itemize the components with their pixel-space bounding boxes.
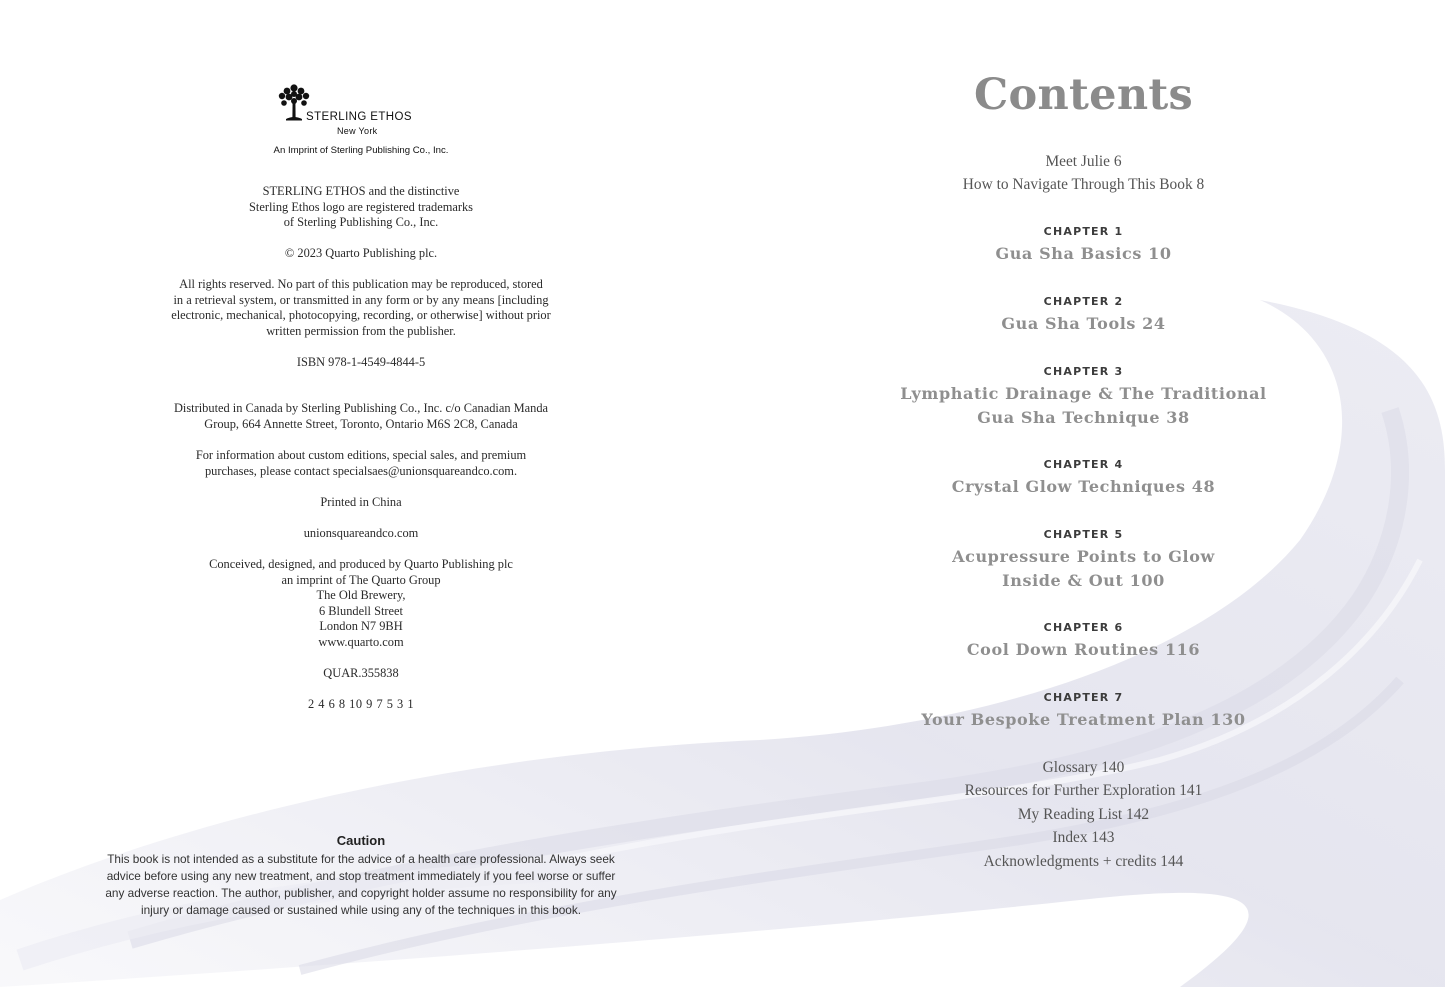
publisher-city: New York: [337, 126, 378, 136]
chapter-title-line: Gua Sha Basics 10: [995, 244, 1172, 263]
sales-notice: [0, 448, 722, 479]
producer-line: London N7 9BH: [319, 619, 403, 634]
toc-entry[interactable]: Acknowledgments + credits 144: [983, 852, 1184, 870]
producer-line: The Old Brewery,: [316, 588, 406, 603]
toc-entry[interactable]: Index 143: [1052, 829, 1115, 847]
chapter-title[interactable]: [722, 638, 1445, 662]
caution-line: This book is not intended as a substitute for the advice of a health care professional. Always seek: [107, 852, 615, 866]
sales-line: For information about custom editions, special sales, and premium: [195, 448, 527, 462]
rights-line: electronic, mechanical, photocopying, recording, or otherwise] without prior: [171, 308, 551, 323]
producer-line: Conceived, designed, and produced by Quarto Publishing plc: [209, 557, 513, 571]
trademark-line: STERLING ETHOS and the distinctive: [262, 184, 460, 198]
chapter-title[interactable]: [722, 475, 1445, 499]
toc-entry[interactable]: Meet Julie 6: [1045, 153, 1122, 170]
caution-line: any adverse reaction. The author, publisher, and copyright holder assume no responsibility for any: [105, 886, 617, 900]
chapter-title[interactable]: [722, 312, 1445, 336]
chapter-title-line: Your Bespoke Treatment Plan 130: [921, 710, 1246, 729]
chapter-title[interactable]: [722, 242, 1445, 266]
copyright-page: [0, 0, 722, 987]
printed-in: Printed in China: [320, 495, 402, 509]
publisher-website: unionsquareandco.com: [303, 526, 419, 540]
chapter-title[interactable]: [722, 382, 1445, 429]
copyright-line: © 2023 Quarto Publishing plc.: [284, 246, 438, 260]
trademark-line: of Sterling Publishing Co., Inc.: [283, 215, 439, 230]
sales-line: purchases, please contact specialsaes@unionsquareandco.com.: [204, 463, 518, 478]
chapter-title-line: Lymphatic Drainage & The Traditional: [900, 384, 1267, 403]
producer-line: 6 Blundell Street: [319, 603, 403, 618]
imprint-line: An Imprint of Sterling Publishing Co., Inc.: [273, 145, 449, 156]
publisher-name: STERLING ETHOS: [306, 111, 412, 123]
distribution-line: Distributed in Canada by Sterling Publishing Co., Inc. c/o Canadian Manda: [173, 401, 549, 415]
rights-line: in a retrieval system, or transmitted in any form or by any means [including: [173, 292, 549, 307]
toc-entry[interactable]: Glossary 140: [1042, 759, 1125, 776]
chapter-title-line: Inside & Out 100: [1002, 570, 1165, 590]
chapter-title[interactable]: [722, 708, 1445, 732]
toc-entry[interactable]: Resources for Further Exploration 141: [964, 782, 1203, 800]
caution-line: advice before using any new treatment, and stop treatment immediately if you feel worse or suffer: [106, 869, 616, 883]
toc-entry[interactable]: How to Navigate Through This Book 8: [962, 176, 1205, 194]
chapter-title-line: Crystal Glow Techniques 48: [951, 477, 1216, 496]
producer-line: an imprint of The Quarto Group: [281, 572, 441, 587]
distribution-line: Group, 664 Annette Street, Toronto, Ontario M6S 2C8, Canada: [204, 416, 518, 431]
caution-text: [0, 851, 722, 919]
trademark-line: Sterling Ethos logo are registered trademarks: [249, 199, 473, 214]
chapter-title-line: Cool Down Routines 116: [966, 640, 1201, 659]
contents-page: [722, 0, 1445, 987]
chapter-label: CHAPTER 2: [1043, 295, 1124, 308]
rights-line: written permission from the publisher.: [266, 323, 456, 338]
distribution-notice: [0, 401, 722, 432]
producer-block: [0, 557, 722, 651]
chapter-label: CHAPTER 4: [1043, 458, 1124, 471]
chapter-title-line: Gua Sha Technique 38: [977, 407, 1190, 427]
chapter-title-line: Acupressure Points to Glow: [952, 547, 1215, 566]
publisher-logo: [276, 82, 426, 140]
chapter-label: CHAPTER 1: [1043, 225, 1124, 238]
chapter-title[interactable]: [722, 545, 1445, 592]
print-run-line: 2 4 6 8 10 9 7 5 3 1: [307, 697, 415, 711]
caution-heading: Caution: [336, 833, 386, 848]
chapter-label: CHAPTER 5: [1043, 528, 1124, 541]
contents-title: Contents: [973, 70, 1194, 120]
back-matter-entries: [722, 756, 1445, 873]
toc-entry[interactable]: My Reading List 142: [1017, 805, 1150, 823]
chapter-label: CHAPTER 6: [1043, 621, 1124, 634]
chapter-label: CHAPTER 3: [1043, 365, 1124, 378]
producer-line: www.quarto.com: [318, 634, 404, 649]
isbn: ISBN 978-1-4549-4844-5: [296, 355, 426, 369]
chapter-label: CHAPTER 7: [1043, 691, 1124, 704]
trademark-notice: [0, 184, 722, 231]
quar-code: QUAR.355838: [323, 666, 399, 680]
rights-line: All rights reserved. No part of this publication may be reproduced, stored: [179, 277, 543, 291]
caution-line: injury or damage caused or sustained while using any of the techniques in this book.: [140, 903, 582, 917]
chapter-title-line: Gua Sha Tools 24: [1001, 314, 1166, 333]
intro-entries: [722, 150, 1445, 197]
rights-notice: [0, 277, 722, 339]
